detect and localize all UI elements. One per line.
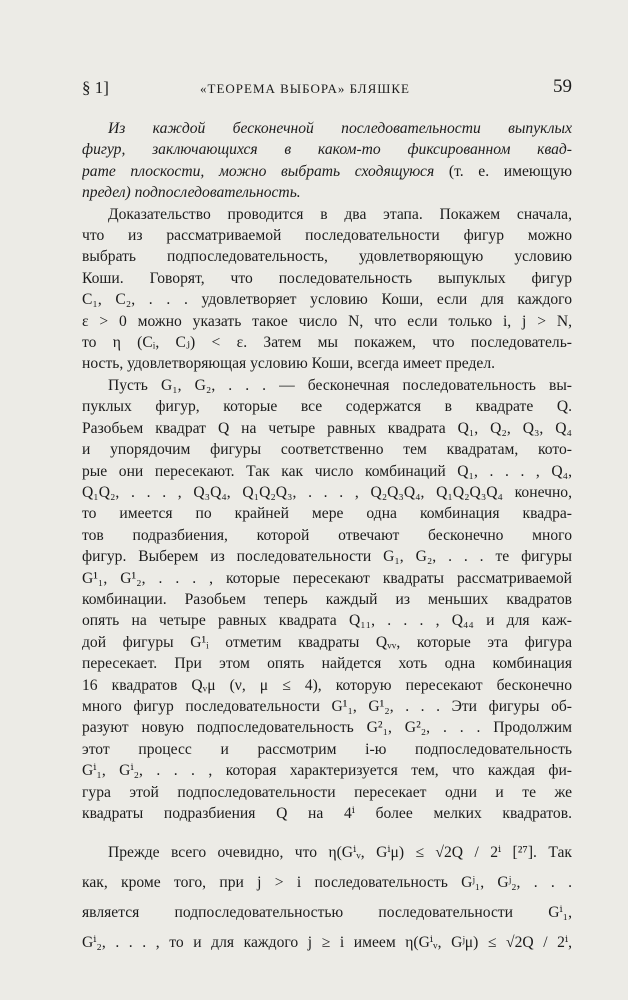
paragraph-line: Gⁱ₂, . . . , то и для каждого j ≥ i имеем η(Gⁱᵥ, Gʲμ) ≤ √2Q / 2ⁱ, <box>82 934 572 952</box>
paragraph-line: комбинации. Разобьем теперь каждый из меньших квадратов <box>82 590 572 608</box>
paragraph-line: выбрать подпоследовательность, удовлетворяющую условию <box>82 248 572 266</box>
paragraph-line: квадраты подразбиения Q на 4ⁱ более мелких квадратов. <box>82 805 572 822</box>
page-body <box>82 118 572 958</box>
paragraph-line: этот процесс и рассмотрим i-ю подпоследовательность <box>82 740 572 758</box>
paragraph-line: то η (Cᵢ, Cⱼ) < ε. Затем мы покажем, что последователь- <box>82 334 572 352</box>
paragraph-line: разуют новую подпоследовательность G²₁, G²₂, . . . Продолжим <box>82 719 572 737</box>
paragraph-line: дой фигуры G¹ᵢ отметим квадраты Qᵥᵥ, которые эта фигура <box>82 633 572 651</box>
paragraph-line: Коши. Говорят, что последовательность выпуклых фигур <box>82 269 572 287</box>
paragraph-line: как, кроме того, при j > i последовательность Gʲ₁, Gʲ₂, . . . <box>82 874 572 892</box>
paragraph-gap <box>82 824 572 838</box>
paragraph-line: Пусть G₁, G₂, . . . — бесконечная последовательность вы- <box>108 376 572 394</box>
page-number: 59 <box>553 76 572 97</box>
paragraph-line: является подпоследовательностью последовательности Gⁱ₁, <box>82 904 572 922</box>
paragraph-line: тов подразбиения, которой отвечают бесконечно много <box>82 526 572 544</box>
paragraph-line: 16 квадратов Qᵥμ (ν, μ ≤ 4), которую пересекают бесконечно <box>82 676 572 694</box>
paragraph-line: Разобьем квадрат Q на четыре равных квадрата Q₁, Q₂, Q₃, Q₄ <box>82 419 572 437</box>
paragraph-line: рые они пересекают. Так как число комбинаций Q₁, . . . , Q₄, <box>82 462 572 480</box>
theorem-line <box>82 161 572 182</box>
paragraph-line: G¹₁, G¹₂, . . . , которые пересекают квадраты рассматриваемой <box>82 569 572 587</box>
paragraph-line: Доказательство проводится в два этапа. Покажем сначала, <box>108 205 572 223</box>
theorem-paren: (т. е. имеющую <box>448 162 572 180</box>
section-marker: § 1] <box>82 78 109 97</box>
paragraph-line: гура этой подпоследовательности пересекает одни и те же <box>82 783 572 801</box>
paragraph-line: что из рассматриваемой последовательности фигур можно <box>82 227 572 245</box>
theorem-line-text: рате плоскости, можно выбрать сходящуюся <box>82 162 435 180</box>
running-title: «ТЕОРЕМА ВЫБОРА» БЛЯШКЕ <box>200 81 410 96</box>
paragraph-line: и упорядочим фигуры соответственно тем квадратам, кото- <box>82 441 572 459</box>
paragraph-line: то имеется по крайней мере одна комбинация квадра- <box>82 505 572 523</box>
paragraph-line: опять на четыре равных квадрата Q₁₁, . . . , Q₄₄ и для каж- <box>82 612 572 630</box>
paragraph-line: C₁, C₂, . . . удовлетворяет условию Коши, если для каждого <box>82 291 572 309</box>
paragraph-line: ε > 0 можно указать такое число N, что если только i, j > N, <box>82 312 572 330</box>
paragraph-line: Q₁Q₂, . . . , Q₃Q₄, Q₁Q₂Q₃, . . . , Q₂Q₃Q₄, Q₁Q₂Q₃Q₄ конечно, <box>82 483 572 501</box>
paragraph-line: фигур. Выберем из последовательности G₁, G₂, . . . те фигуры <box>82 548 572 566</box>
book-page <box>82 72 572 958</box>
page-header <box>82 72 572 102</box>
paragraph-line: ность, удовлетворяющая условию Коши, всегда имеет предел. <box>82 355 496 373</box>
paragraph-line: пересекает. При этом опять найдется хоть одна комбинация <box>82 655 572 673</box>
paragraph-line: пуклых фигур, которые все содержатся в квадрате Q. <box>82 398 572 416</box>
theorem-line: Из каждой бесконечной последовательности выпуклых <box>108 120 572 137</box>
paragraph-line: много фигур последовательности G¹₁, G¹₂, . . . Эти фигуры об- <box>82 697 572 715</box>
theorem-line: предел) подпоследовательность. <box>82 184 301 202</box>
theorem-line: фигур, заключающихся в каком-то фиксированном квад- <box>82 141 572 159</box>
paragraph-line: Прежде всего очевидно, что η(Gⁱᵥ, Gⁱμ) ≤ √2Q / 2ⁱ [²⁷]. Так <box>108 844 572 862</box>
paragraph-line: Gⁱ₁, Gⁱ₂, . . . , которая характеризуется тем, что каждая фи- <box>82 762 572 780</box>
